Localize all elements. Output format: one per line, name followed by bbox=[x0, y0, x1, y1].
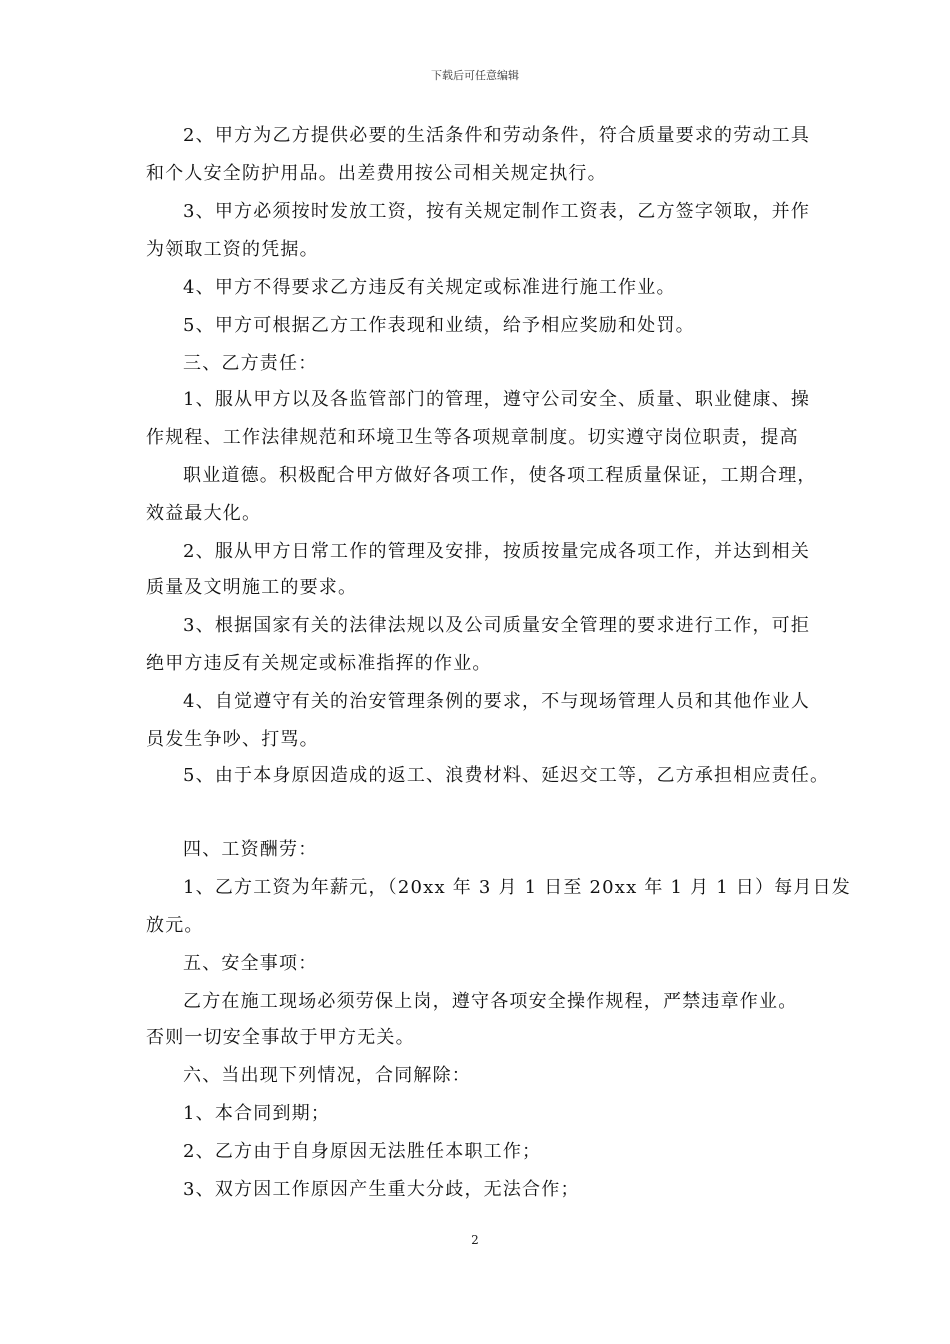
paragraph-line: 作规程、工作法律规范和环境卫生等各项规章制度。切实遵守岗位职责，提高 bbox=[146, 427, 799, 448]
paragraph-line: 1、服从甲方以及各监管部门的管理，遵守公司安全、质量、职业健康、操 bbox=[183, 389, 811, 410]
paragraph-line: 为领取工资的凭据。 bbox=[146, 239, 319, 260]
paragraph-line: 5、甲方可根据乙方工作表现和业绩，给予相应奖励和处罚。 bbox=[183, 315, 695, 336]
paragraph-line: 2、服从甲方日常工作的管理及安排，按质按量完成各项工作，并达到相关 bbox=[183, 541, 811, 562]
paragraph-line: 效益最大化。 bbox=[146, 503, 262, 524]
paragraph-line: 乙方在施工现场必须劳保上岗，遵守各项安全操作规程，严禁违章作业。 bbox=[183, 991, 798, 1012]
section-heading: 六、当出现下列情况，合同解除： bbox=[183, 1065, 471, 1086]
paragraph-line: 5、由于本身原因造成的返工、浪费材料、延迟交工等，乙方承担相应责任。 bbox=[183, 765, 830, 786]
paragraph-line: 4、自觉遵守有关的治安管理条例的要求，不与现场管理人员和其他作业人 bbox=[183, 691, 811, 712]
paragraph-line: 职业道德。积极配合甲方做好各项工作，使各项工程质量保证，工期合理， bbox=[183, 465, 817, 486]
paragraph-line: 3、甲方必须按时发放工资，按有关规定制作工资表，乙方签字领取，并作 bbox=[183, 201, 811, 222]
paragraph-line: 绝甲方违反有关规定或标准指挥的作业。 bbox=[146, 653, 492, 674]
paragraph-line: 3、根据国家有关的法律法规以及公司质量安全管理的要求进行工作，可拒 bbox=[183, 615, 811, 636]
paragraph-line: 和个人安全防护用品。出差费用按公司相关规定执行。 bbox=[146, 163, 607, 184]
list-item: 3、双方因工作原因产生重大分歧，无法合作； bbox=[183, 1179, 580, 1200]
section-heading: 三、乙方责任： bbox=[183, 353, 318, 374]
paragraph-line: 1、乙方工资为年薪元，（20xx 年 3 月 1 日至 20xx 年 1 月 1 日）每月日发 bbox=[183, 877, 852, 898]
paragraph-line: 质量及文明施工的要求。 bbox=[146, 577, 358, 598]
paragraph-line: 4、甲方不得要求乙方违反有关规定或标准进行施工作业。 bbox=[183, 277, 676, 298]
section-heading: 四、工资酬劳： bbox=[183, 839, 318, 860]
page-header: 下载后可任意编辑 bbox=[431, 69, 519, 82]
list-item: 1、本合同到期； bbox=[183, 1103, 331, 1124]
page-number: 2 bbox=[471, 1233, 479, 1247]
paragraph-line: 员发生争吵、打骂。 bbox=[146, 729, 319, 750]
paragraph-line: 否则一切安全事故于甲方无关。 bbox=[146, 1027, 415, 1048]
list-item: 2、乙方由于自身原因无法胜任本职工作； bbox=[183, 1141, 542, 1162]
paragraph-line: 2、甲方为乙方提供必要的生活条件和劳动条件，符合质量要求的劳动工具 bbox=[183, 125, 811, 146]
section-heading: 五、安全事项： bbox=[183, 953, 318, 974]
paragraph-line: 放元。 bbox=[146, 915, 204, 936]
